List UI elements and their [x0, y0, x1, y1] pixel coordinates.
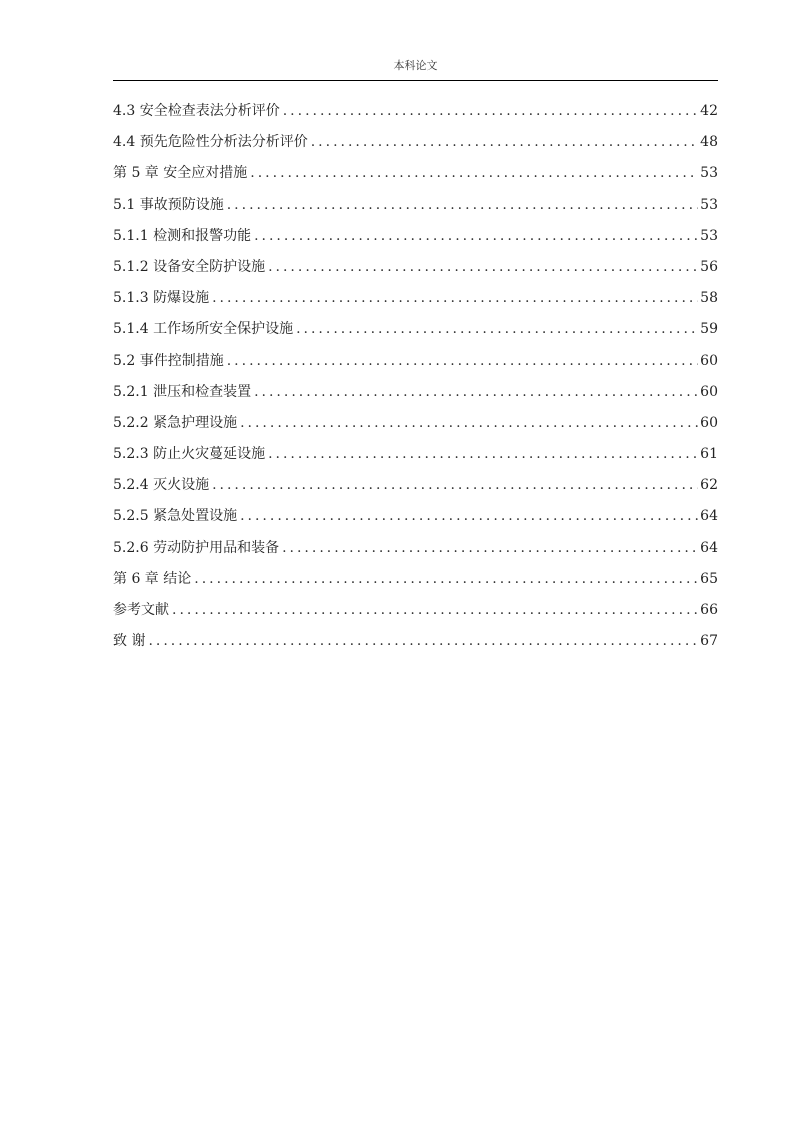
toc-entry-page: 59	[700, 321, 718, 338]
toc-leader-dots	[212, 286, 698, 310]
toc-entry[interactable]	[113, 504, 718, 535]
toc-entry[interactable]	[113, 567, 718, 598]
toc-entry-page: 66	[700, 602, 718, 618]
toc-entry-title: 5.2 事件控制措施	[113, 352, 224, 369]
toc-entry-title: 5.1.1 检测和报警功能	[113, 227, 252, 244]
toc-entry[interactable]	[113, 536, 718, 567]
toc-leader-dots	[268, 255, 698, 279]
toc-entry[interactable]	[113, 629, 718, 660]
toc-entry-page: 60	[700, 383, 718, 400]
toc-entry-title: 4.4 预先危险性分析法分析评价	[113, 134, 308, 151]
toc-entry[interactable]	[113, 411, 718, 442]
toc-leader-dots	[311, 130, 698, 154]
toc-entry-page: 60	[700, 414, 718, 431]
toc-entry-title: 第 5 章 安全应对措施	[113, 165, 248, 182]
header-rule	[113, 80, 718, 81]
toc-entry-title: 5.1.2 设备安全防护设施	[113, 258, 266, 275]
toc-entry-title: 5.1.3 防爆设施	[113, 290, 210, 307]
toc-leader-dots	[227, 193, 698, 217]
toc-entry[interactable]	[113, 99, 718, 130]
toc-leader-dots	[227, 349, 698, 373]
toc-leader-dots	[282, 536, 698, 560]
toc-leader-dots	[172, 598, 698, 622]
toc-leader-dots	[148, 629, 698, 653]
toc-entry[interactable]	[113, 380, 718, 411]
toc-entry-page: 53	[700, 196, 718, 213]
toc-entry-page: 64	[700, 508, 718, 525]
toc-entry[interactable]	[113, 193, 718, 224]
toc-entry[interactable]	[113, 317, 718, 348]
toc-entry-page: 53	[700, 165, 718, 182]
toc-entry-page: 64	[700, 539, 718, 556]
toc-entry-title: 4.3 安全检查表法分析评价	[113, 103, 280, 119]
toc-entry-page: 42	[700, 103, 718, 119]
toc-entry-title: 参考文献	[113, 602, 169, 618]
toc-leader-dots	[296, 317, 698, 341]
toc-leader-dots	[250, 161, 698, 185]
toc-entry[interactable]	[113, 442, 718, 473]
toc-entry-page: 56	[700, 258, 718, 275]
toc-entry[interactable]	[113, 286, 718, 317]
toc-entry-title: 5.2.1 泄压和检查装置	[113, 383, 252, 400]
toc-entry-title: 5.2.5 紧急处置设施	[113, 508, 238, 525]
toc-entry-page: 65	[700, 570, 718, 587]
table-of-contents	[113, 99, 718, 660]
toc-entry-title: 5.2.2 紧急护理设施	[113, 414, 238, 431]
toc-entry-page: 58	[700, 290, 718, 307]
toc-entry-page: 61	[700, 446, 718, 463]
page-header: 本科论文	[393, 59, 438, 72]
toc-leader-dots	[212, 473, 698, 497]
toc-entry-page: 53	[700, 227, 718, 244]
toc-entry-title: 致 谢	[113, 633, 146, 650]
toc-entry[interactable]	[113, 224, 718, 255]
toc-leader-dots	[254, 224, 698, 248]
toc-entry[interactable]	[113, 598, 718, 629]
toc-entry[interactable]	[113, 161, 718, 192]
toc-entry[interactable]	[113, 473, 718, 504]
toc-leader-dots	[283, 99, 698, 123]
toc-entry-page: 62	[700, 477, 718, 494]
toc-leader-dots	[194, 567, 698, 591]
toc-entry-title: 5.2.4 灭火设施	[113, 477, 210, 494]
toc-entry-page: 67	[700, 633, 718, 650]
toc-entry-title: 5.2.3 防止火灾蔓延设施	[113, 446, 266, 463]
toc-entry[interactable]	[113, 349, 718, 380]
toc-entry-title: 5.1.4 工作场所安全保护设施	[113, 321, 294, 338]
toc-leader-dots	[268, 442, 698, 466]
toc-entry-page: 48	[700, 134, 718, 151]
toc-leader-dots	[240, 504, 698, 528]
toc-entry-page: 60	[700, 352, 718, 369]
toc-leader-dots	[254, 380, 698, 404]
toc-entry[interactable]	[113, 255, 718, 286]
toc-entry-title: 5.1 事故预防设施	[113, 196, 224, 213]
toc-leader-dots	[240, 411, 698, 435]
toc-entry[interactable]	[113, 130, 718, 161]
toc-entry-title: 第 6 章 结论	[113, 570, 192, 587]
toc-entry-title: 5.2.6 劳动防护用品和装备	[113, 539, 280, 556]
